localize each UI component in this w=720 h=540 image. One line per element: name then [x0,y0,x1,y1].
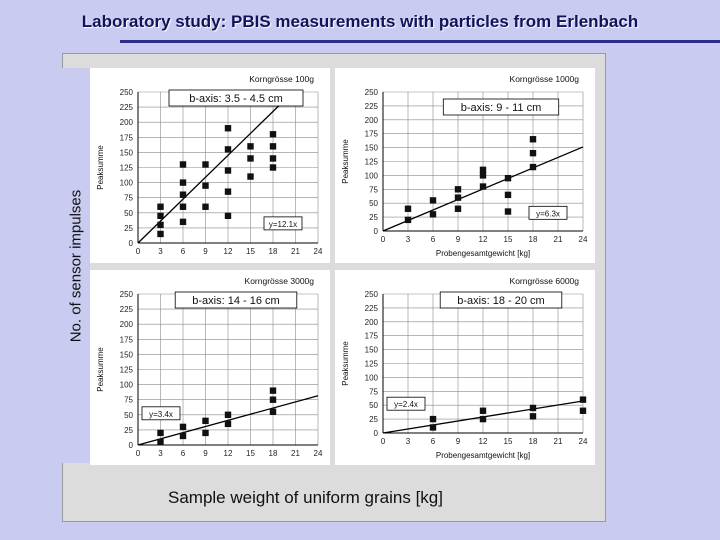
panel-y-label: Peaksumme [96,347,105,392]
data-point [430,416,436,422]
y-tick-label: 125 [119,163,133,173]
y-tick-label: 0 [128,239,133,248]
chart-svg [335,68,595,263]
fit-label: y=12.1x [268,219,298,229]
y-tick-label: 150 [364,143,378,153]
x-tick-label: 6 [180,449,186,458]
y-tick-label: 250 [119,290,133,299]
y-tick-label: 50 [369,199,378,209]
data-point [270,143,276,149]
data-point [480,416,486,422]
y-tick-label: 50 [124,410,133,420]
data-point [202,430,208,436]
data-point [480,408,486,414]
chart-panel-100g [90,68,330,263]
y-tick-label: 200 [364,115,378,125]
y-tick-label: 75 [124,395,133,405]
x-tick-label: 21 [291,449,300,458]
data-point [480,183,486,189]
data-point [180,179,186,185]
data-point [530,164,536,170]
y-tick-label: 0 [373,227,378,236]
y-tick-label: 100 [364,373,378,383]
x-tick-label: 15 [503,437,513,446]
data-point [157,222,163,228]
x-tick-label: 6 [430,437,436,446]
data-point [505,208,511,214]
chart-svg [335,270,595,465]
data-point [180,424,186,430]
data-point [405,217,411,223]
y-tick-label: 0 [373,429,378,438]
data-point [455,206,461,212]
x-tick-label: 3 [405,437,411,446]
panel-title: Korngrösse 1000g [509,74,579,84]
data-point [202,418,208,424]
data-point [225,146,231,152]
x-tick-label: 3 [405,235,411,244]
x-tick-label: 24 [578,437,588,446]
data-point [480,172,486,178]
x-tick-label: 18 [268,449,278,458]
x-tick-label: 24 [578,235,588,244]
y-tick-label: 75 [369,387,378,397]
data-point [270,387,276,393]
x-tick-label: 18 [528,437,538,446]
x-tick-label: 9 [455,235,461,244]
panel-y-label: Peaksumme [341,139,350,184]
chart-svg [90,68,330,263]
data-point [530,136,536,142]
annotation-label: b-axis: 18 - 20 cm [457,295,545,307]
x-tick-label: 21 [553,235,563,244]
y-tick-label: 250 [119,88,133,97]
x-tick-label: 9 [203,247,208,256]
data-point [225,421,231,427]
panel-x-label: Probengesamtgewicht [kg] [435,451,531,460]
x-tick-label: 3 [158,449,163,458]
data-point [530,150,536,156]
y-tick-label: 175 [364,331,378,341]
data-point [225,125,231,131]
x-tick-label: 0 [380,235,386,244]
y-tick-label: 150 [119,350,133,360]
panel-x-label: Probengesamtgewicht [kg] [435,249,531,258]
y-tick-label: 100 [119,178,133,188]
chart-panel-1000g [335,68,595,263]
data-point [157,439,163,445]
y-tick-label: 25 [124,425,133,435]
y-tick-label: 150 [364,345,378,355]
data-point [430,197,436,203]
data-point [202,182,208,188]
x-tick-label: 18 [528,235,538,244]
y-tick-label: 100 [364,171,378,181]
data-point [270,155,276,161]
data-point [247,155,253,161]
data-point [180,161,186,167]
y-tick-label: 75 [369,185,378,195]
x-tick-label: 18 [268,247,278,256]
y-tick-label: 125 [119,365,133,375]
data-point [580,396,586,402]
data-point [247,143,253,149]
panel-title: Korngrösse 6000g [509,276,579,286]
chart-panel-3000g [90,270,330,465]
data-point [157,204,163,210]
data-point [270,397,276,403]
y-tick-label: 50 [124,208,133,218]
title-rule [120,40,720,43]
y-tick-label: 225 [119,305,133,315]
data-point [270,409,276,415]
y-tick-label: 100 [119,380,133,390]
y-tick-label: 75 [124,193,133,203]
x-tick-label: 6 [430,235,436,244]
chart-panel-6000g [335,270,595,465]
data-point [505,192,511,198]
data-point [180,204,186,210]
x-tick-label: 12 [223,247,233,256]
data-point [157,213,163,219]
data-point [270,131,276,137]
y-axis-label: No. of sensor impulses [67,189,85,343]
y-tick-label: 25 [369,415,378,425]
x-axis-label: Sample weight of uniform grains [kg] [168,488,443,507]
data-point [430,424,436,430]
data-point [505,175,511,181]
y-tick-label: 150 [119,148,133,158]
y-tick-label: 225 [119,103,133,113]
panel-title: Korngrösse 3000g [244,276,314,286]
data-point [202,204,208,210]
x-tick-label: 12 [478,437,488,446]
x-tick-label: 21 [291,247,300,256]
x-tick-label: 3 [158,247,163,256]
y-tick-label: 125 [364,359,378,369]
y-tick-label: 175 [119,335,133,345]
x-tick-label: 15 [246,247,255,256]
data-point [225,167,231,173]
y-tick-label: 125 [364,157,378,167]
panel-y-label: Peaksumme [96,145,105,190]
y-tick-label: 200 [364,317,378,327]
data-point [225,412,231,418]
data-point [247,173,253,179]
x-tick-label: 9 [455,437,461,446]
y-tick-label: 25 [369,213,378,223]
data-point [202,161,208,167]
x-tick-label: 0 [380,437,386,446]
x-tick-label: 15 [503,235,513,244]
x-tick-label: 0 [135,247,141,256]
annotation-label: b-axis: 9 - 11 cm [460,102,542,114]
data-point [430,211,436,217]
x-tick-label: 9 [203,449,208,458]
data-point [180,191,186,197]
x-tick-label: 24 [313,247,323,256]
data-point [180,219,186,225]
y-tick-label: 50 [369,401,378,411]
y-tick-label: 25 [124,223,133,233]
data-point [225,188,231,194]
data-point [530,405,536,411]
x-tick-label: 0 [135,449,141,458]
data-point [480,167,486,173]
annotation-label: b-axis: 3.5 - 4.5 cm [189,93,283,105]
slide-title: Laboratory study: PBIS measurements with particles from Erlenbach [81,12,639,31]
x-tick-label: 15 [246,449,255,458]
x-tick-label: 21 [553,437,563,446]
data-point [270,164,276,170]
annotation-label: b-axis: 14 - 16 cm [192,295,280,307]
data-point [225,213,231,219]
data-point [455,186,461,192]
y-tick-label: 250 [364,88,378,97]
y-tick-label: 200 [119,320,133,330]
y-tick-label: 225 [364,101,378,111]
x-tick-label: 12 [223,449,233,458]
x-tick-label: 12 [478,235,488,244]
fit-label: y=3.4x [149,409,173,419]
panel-y-label: Peaksumme [341,341,350,386]
y-tick-label: 250 [364,290,378,299]
panel-title: Korngrösse 100g [249,74,314,84]
data-point [180,433,186,439]
data-point [455,194,461,200]
y-tick-label: 0 [128,441,133,450]
fit-label: y=2.4x [394,400,418,410]
data-point [405,206,411,212]
x-tick-label: 24 [313,449,323,458]
fit-label: y=6.3x [536,209,560,219]
y-tick-label: 225 [364,303,378,313]
y-tick-label: 175 [119,133,133,143]
x-tick-label: 6 [180,247,186,256]
y-tick-label: 200 [119,118,133,128]
data-point [157,231,163,237]
y-tick-label: 175 [364,129,378,139]
data-point [530,413,536,419]
data-point [157,430,163,436]
chart-svg [90,270,330,465]
data-point [580,408,586,414]
